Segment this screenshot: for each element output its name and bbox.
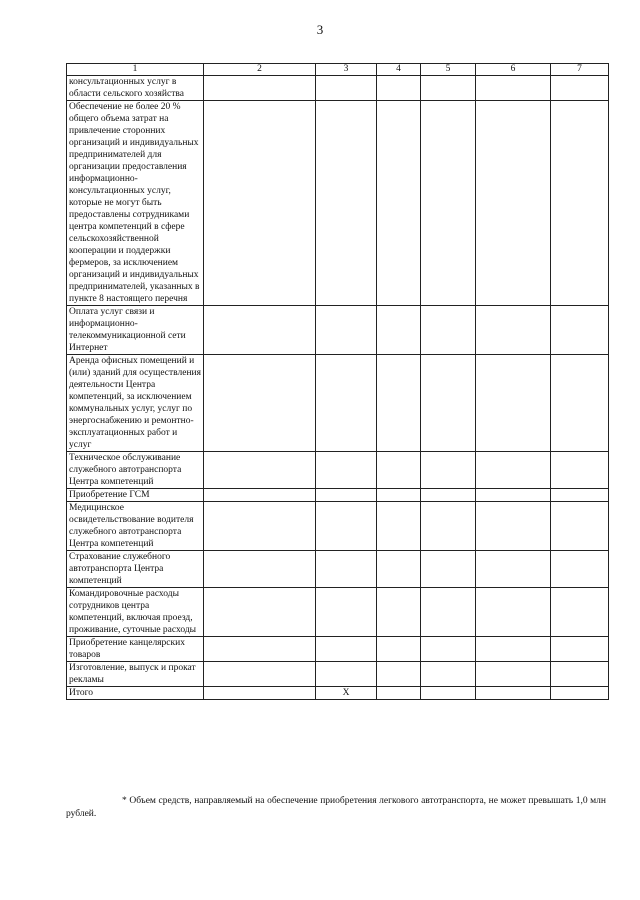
table-cell — [551, 502, 609, 551]
column-header-2: 2 — [204, 64, 316, 76]
table-cell — [316, 489, 377, 502]
table-cell — [377, 101, 421, 306]
table-cell — [551, 551, 609, 588]
table-cell — [476, 452, 551, 489]
footnote: * Объем средств, направляемый на обеспечение приобретения легкового автотранспорта, не может превышать 1,0 млн рублей. — [66, 796, 606, 819]
table-cell — [551, 76, 609, 101]
table-cell — [476, 687, 551, 700]
table-cell — [316, 502, 377, 551]
row-label: Изготовление, выпуск и прокат рекламы — [67, 662, 204, 687]
table-cell — [421, 355, 476, 452]
table-cell — [421, 687, 476, 700]
table-cell — [377, 355, 421, 452]
table-cell — [377, 662, 421, 687]
table-cell — [421, 101, 476, 306]
table-cell — [421, 306, 476, 355]
table-cell — [377, 76, 421, 101]
table-cell — [421, 452, 476, 489]
table-cell — [476, 637, 551, 662]
row-label: Приобретение ГСМ — [67, 489, 204, 502]
column-header-1: 1 — [67, 64, 204, 76]
table-cell — [476, 306, 551, 355]
page-number: 3 — [316, 22, 324, 37]
table-cell — [476, 355, 551, 452]
table-cell — [377, 452, 421, 489]
row-label: Аренда офисных помещений и (или) зданий для осуществления деятельности Центра компетенций, за исключением коммунальных услуг, услуг по энергоснабжению и ремонтно-эксплуатационных работ и услуг — [67, 355, 204, 452]
table-cell — [421, 588, 476, 637]
row-label: Медицинское освидетельствование водителя служебного автотранспорта Центра компетенций — [67, 502, 204, 551]
table-cell — [204, 637, 316, 662]
table-row — [67, 76, 609, 101]
table-cell — [204, 588, 316, 637]
table-cell — [204, 306, 316, 355]
table-cell — [421, 662, 476, 687]
table-cell — [316, 101, 377, 306]
table-cell — [551, 687, 609, 700]
table-cell — [204, 101, 316, 306]
table-cell — [476, 76, 551, 101]
row-label: консультационных услуг в области сельского хозяйства — [67, 76, 204, 101]
table-cell — [377, 489, 421, 502]
table-cell — [421, 637, 476, 662]
table-cell — [551, 101, 609, 306]
table-cell — [551, 588, 609, 637]
table-row — [67, 662, 609, 687]
table-cell — [476, 489, 551, 502]
table-cell — [377, 551, 421, 588]
table-cell — [476, 551, 551, 588]
table-cell — [316, 588, 377, 637]
table-header-row — [67, 64, 609, 76]
table-cell — [377, 637, 421, 662]
row-label: Приобретение канцелярских товаров — [67, 637, 204, 662]
table-cell — [204, 687, 316, 700]
row-label: Обеспечение не более 20 % общего объема затрат на привлечение сторонних организаций и индивидуальных предпринимателей для организации предоставления информационно-консультационных услуг, которые не могут быть предоставлены сотрудниками центра компетенций в сфере сельскохозяйственной кооперации и поддержки фермеров, за исключением организаций и индивидуальных предпринимателей, указанных в пункте 8 настоящего перечня — [67, 101, 204, 306]
table-cell — [421, 76, 476, 101]
table-cell — [421, 551, 476, 588]
column-header-3: 3 — [316, 64, 377, 76]
table-cell — [551, 637, 609, 662]
table-cell — [551, 355, 609, 452]
table-row — [67, 489, 609, 502]
table-row — [67, 588, 609, 637]
expense-table — [66, 63, 609, 700]
table-cell — [551, 489, 609, 502]
table-cell — [204, 489, 316, 502]
table-cell — [316, 637, 377, 662]
table-cell — [421, 502, 476, 551]
table-cell — [421, 489, 476, 502]
table-cell — [316, 662, 377, 687]
row-label: Оплата услуг связи и информационно-телекоммуникационной сети Интернет — [67, 306, 204, 355]
table-cell — [316, 452, 377, 489]
table-cell — [204, 76, 316, 101]
table-cell — [204, 662, 316, 687]
column-header-5: 5 — [421, 64, 476, 76]
table-cell — [551, 662, 609, 687]
table-cell — [377, 502, 421, 551]
table-row — [67, 637, 609, 662]
row-label: Техническое обслуживание служебного автотранспорта Центра компетенций — [67, 452, 204, 489]
table-cell — [551, 452, 609, 489]
table-cell — [476, 662, 551, 687]
column-header-6: 6 — [476, 64, 551, 76]
table-cell — [377, 687, 421, 700]
table-cell — [551, 306, 609, 355]
table-row — [67, 101, 609, 306]
table-cell — [476, 101, 551, 306]
table-row — [67, 355, 609, 452]
row-label: Итого — [67, 687, 204, 700]
table-row — [67, 502, 609, 551]
table-cell — [204, 355, 316, 452]
table-cell — [377, 306, 421, 355]
table-cell — [316, 551, 377, 588]
row-label: Страхование служебного автотранспорта Центра компетенций — [67, 551, 204, 588]
table-body — [67, 76, 609, 700]
table-cell — [377, 588, 421, 637]
table-row — [67, 687, 609, 700]
table-cell — [476, 502, 551, 551]
table-row — [67, 306, 609, 355]
column-header-4: 4 — [377, 64, 421, 76]
column-header-7: 7 — [551, 64, 609, 76]
row-label: Командировочные расходы сотрудников центра компетенций, включая проезд, проживание, суточные расходы — [67, 588, 204, 637]
table-cell — [476, 588, 551, 637]
table-cell: Х — [316, 687, 377, 700]
table-cell — [204, 551, 316, 588]
table-cell — [316, 76, 377, 101]
table-cell — [316, 306, 377, 355]
table-row — [67, 452, 609, 489]
table-cell — [204, 502, 316, 551]
table-row — [67, 551, 609, 588]
table-cell — [204, 452, 316, 489]
table-cell — [316, 355, 377, 452]
